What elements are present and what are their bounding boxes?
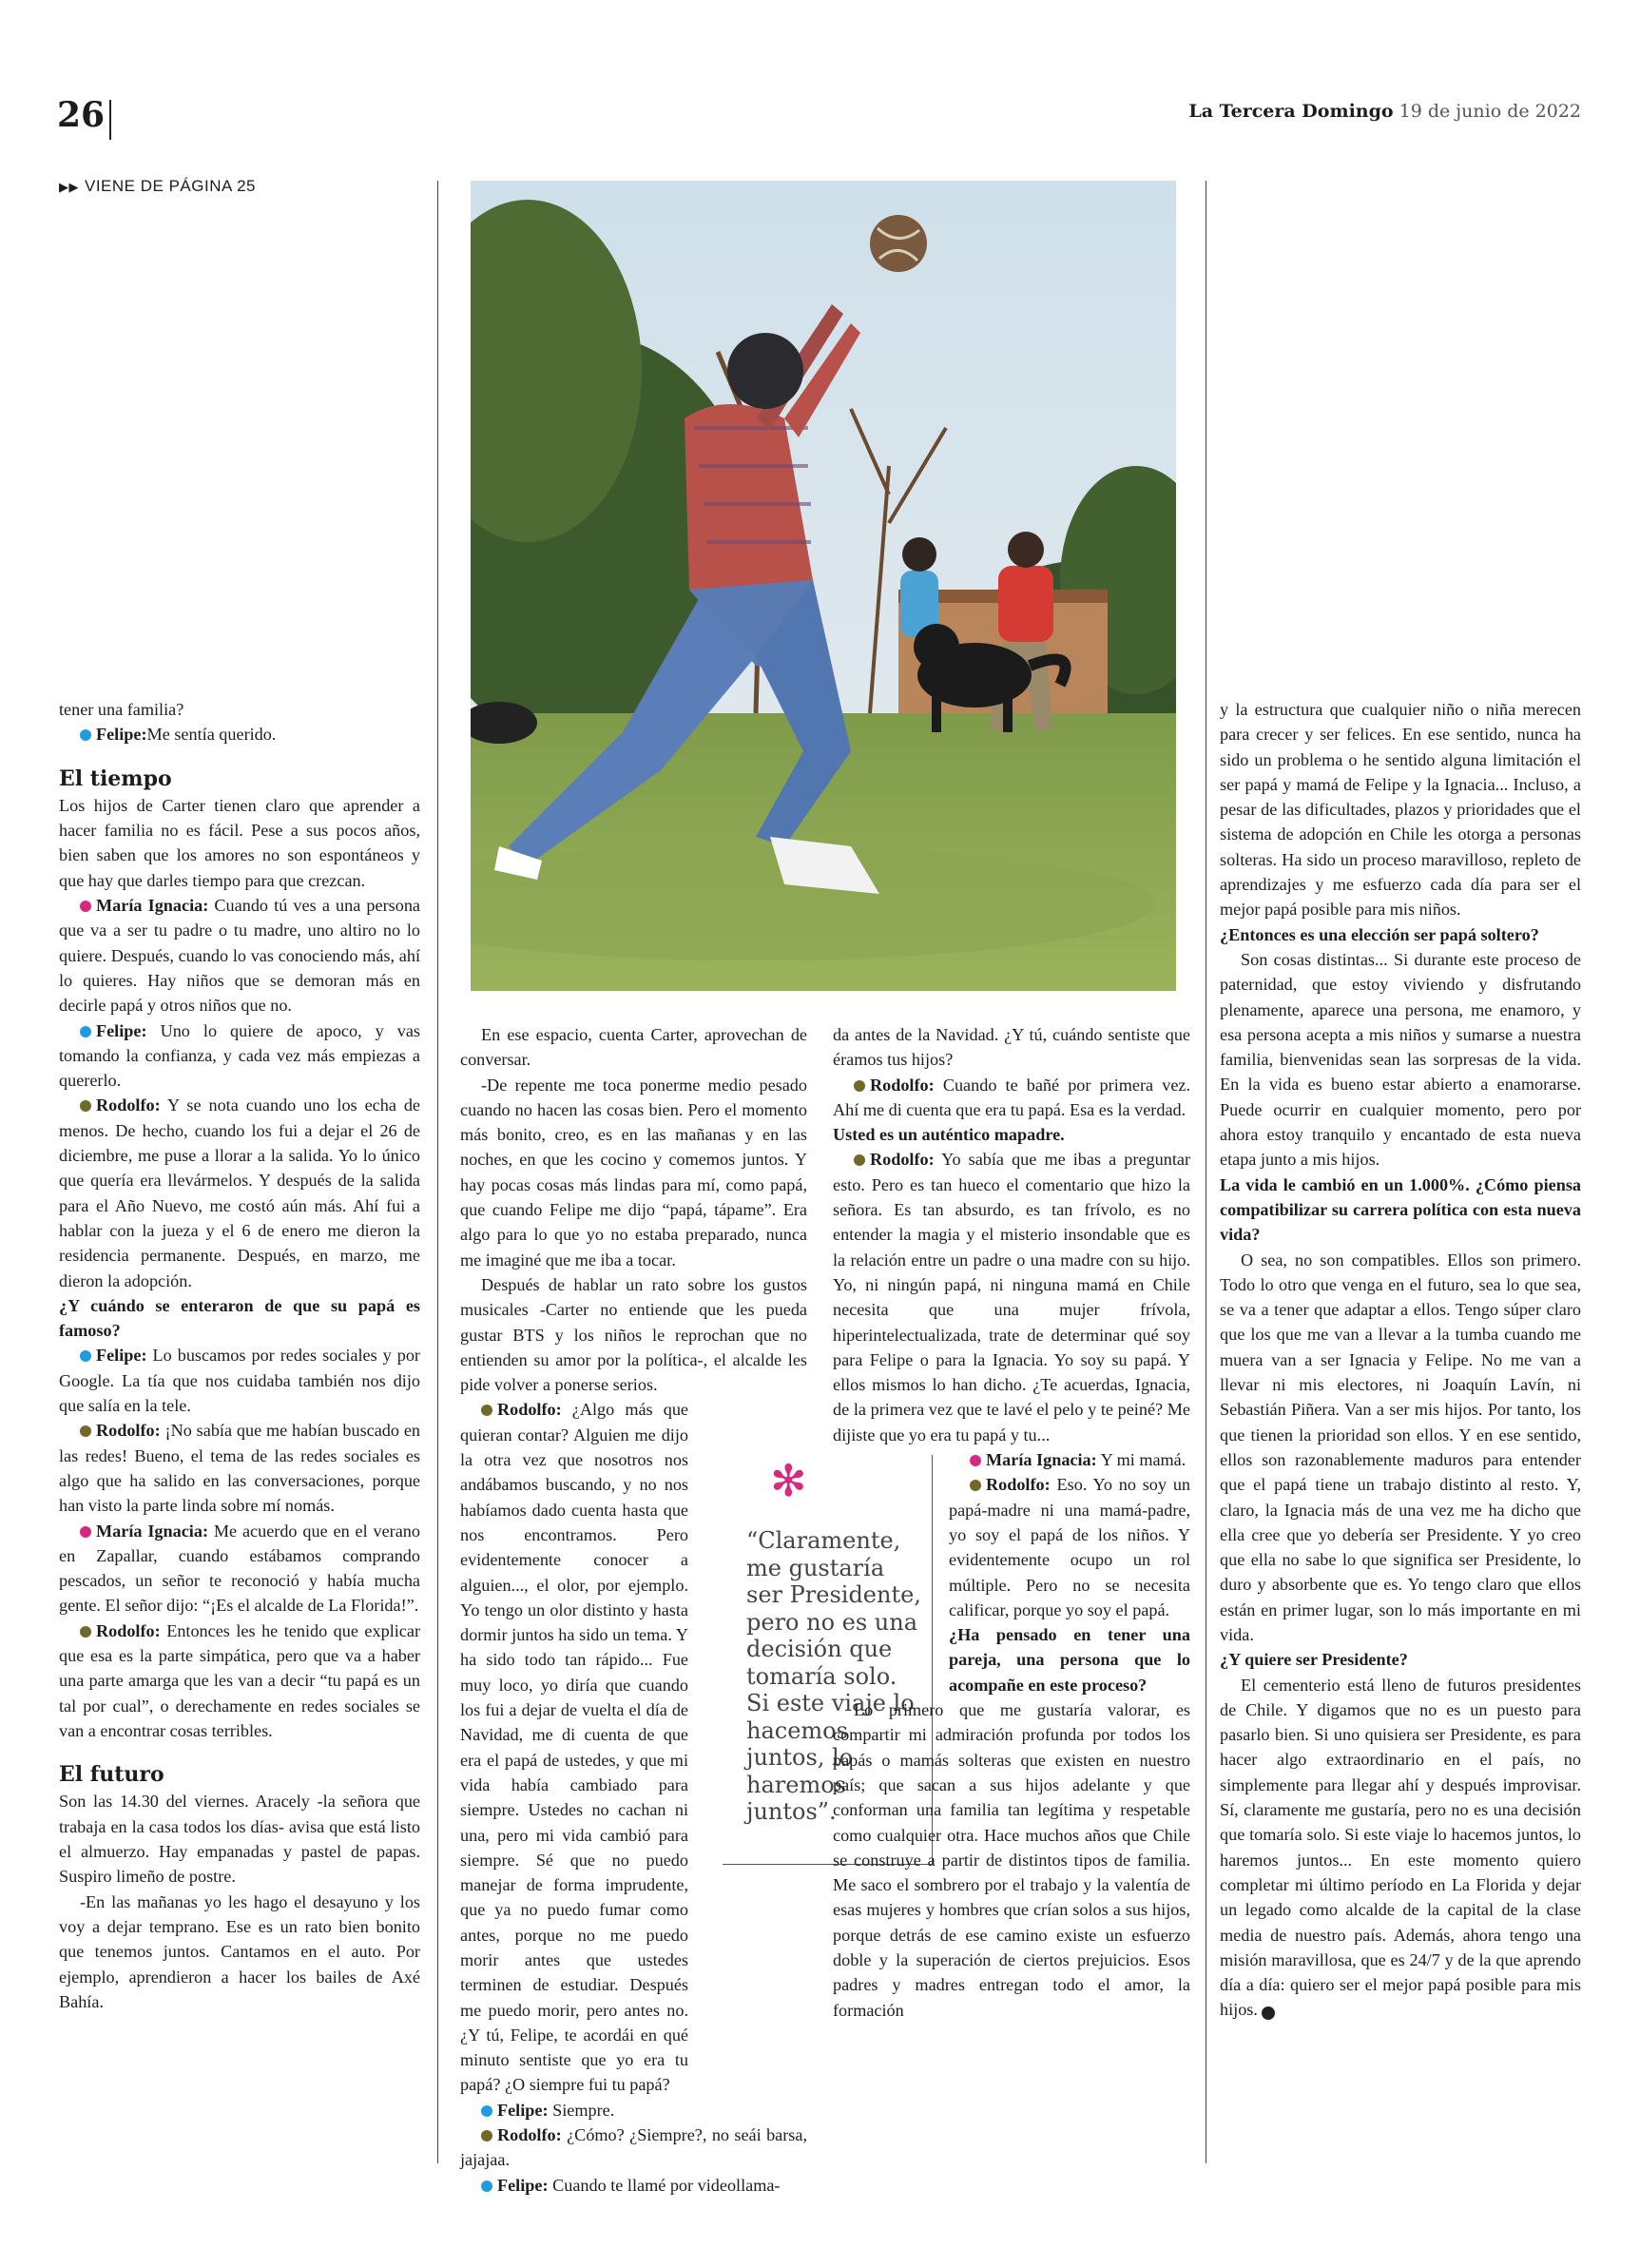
col1-maria-ignacia-2: María Ignacia: Me acuerdo que en el verano en Zapallar, cuando estábamos comprando pescados, un señor te reconoció y había mucha gente. El señor dijo: “¡Es el alcalde de La Florida!”.	[59, 1521, 420, 1616]
olive-bullet-icon	[481, 2130, 492, 2142]
col2-rodolfo-2: Rodolfo: ¿Cómo? ¿Siempre?, no seái barsa, jajajaa.	[460, 2125, 808, 2170]
pink-bullet-icon	[80, 1526, 91, 1538]
col4-question-2: La vida le cambió en un 1.000%. ¿Cómo piensa compatibilizar su carrera política con esta nueva vida?	[1220, 1174, 1581, 1245]
col4-question-1: ¿Entonces es una elección ser papá soltero?	[1220, 924, 1539, 944]
photo-family-soccer	[471, 181, 1176, 991]
blue-bullet-icon	[80, 729, 91, 741]
col1-futuro-2: -En las mañanas yo les hago el desayuno y los voy a dejar temprano. Ese es un rato bien bonito que tenemos juntos. Cantamos en el auto. Por ejemplo, aprendieron a hacer los bailes de Axé Bahía.	[59, 1891, 420, 2011]
col4-p1: y la estructura que cualquier niño o niña merecen para crecer y ser felices. En ese sentido, nunca ha sido un problema o he sentido alguna limitación el ser papá y mamá de Felipe y la Ignacia... Incluso, a pesar de las dificultades, plazos y prioridades que el sistema de adopción en Chile les otorga a personas solteras. Ha sido un proceso maravilloso, repleto de aprendizajes y me esfuerzo cada día para ser el mejor papá posible para mis niños.	[1220, 700, 1581, 920]
olive-bullet-icon	[80, 1425, 91, 1437]
page-number-divider	[109, 100, 111, 140]
olive-bullet-icon	[854, 1154, 865, 1166]
asterisk-icon: ✻	[770, 1455, 807, 1506]
col3-question-1: Usted es un auténtico mapadre.	[833, 1125, 1065, 1145]
publication-name: La Tercera Domingo	[1188, 101, 1394, 122]
col4-p3: O sea, no son compatibles. Ellos son primero. Todo lo otro que venga en el futuro, sea lo que sea, se va a tener que adaptar a ellos. Tengo súper claro que los que me van a llevar a la tumba cuando me muera van a ser Ignacia y Felipe. No me van a llevar ni mis electores, ni Joaquín Lavín, ni Sebastián Piñera. Van a ser mis hijos. Por tanto, los que tienen la prioridad son ellos. Y en ese sentido, ellos son razonablemente maduros para entender que el papá tiene un trabajo distinto al resto. Y, claro, la Ignacia más de una vez me ha dicho que ella cree que yo debería ser Presidente. Y yo creo que ella no sabe lo que significa ser Presidente, lo duro y absorbente que es. Yo tengo claro que ellos están en primer lugar, son lo más importante en mi vida.	[1220, 1250, 1581, 1644]
col3-rodolfo-3: Rodolfo: Eso. Yo no soy un papá-madre ni una mamá-padre, yo soy el papá de los niños. Y evidentemente ocupo un rol múltiple. Pero no se necesita calificar, porque yo soy el papá.	[949, 1475, 1191, 1619]
olive-bullet-icon	[481, 1405, 492, 1416]
col3-rodolfo-1: Rodolfo: Cuando te bañé por primera vez. Ahí me di cuenta que era tu papá. Esa es la verdad.	[833, 1075, 1191, 1119]
col3-indented-block	[949, 1447, 1190, 1697]
page-number: 26	[57, 95, 106, 135]
col2-rodolfo-1: Rodolfo: ¿Algo más que quieran contar? Alguien me dijo la otra vez que nosotros nos andábamos buscando, y no nos habíamos dado cuenta hasta que nos encontramos. Pero evidentemente conocer a alguien..., el olor, por ejemplo. Yo tengo un olor distinto y hasta dormir juntos ha sido un tema. Y ha sido todo tan rápido... Fue muy loco, yo diría que cuando los fui a dejar de vuelta el día de Navidad, me di cuenta de que era el papá de ustedes, y que mi vida había cambiado para siempre. Ustedes no cachan ni una, pero mi vida cambió para siempre. Sé que no puedo manejar de forma imprudente, que ya no puedo fumar como antes, porque no me puedo morir antes que ustedes terminen de estudiar. Después me puedo morir, pero antes no. ¿Y tú, Felipe, te acordái en qué minuto sentiste que yo era tu papá? ¿O siempre fui tu papá?	[460, 1400, 688, 2095]
blue-bullet-icon	[80, 1350, 91, 1362]
col4-p2: Son cosas distintas... Si durante este proceso de paternidad, que estoy viviendo y disfrutando plenamente, aparece una persona, me enamoro, y esa persona acepta a mis niños y sumarse a nuestra familia, bienvenidas sean las sorpresas de la vida. En la vida es bueno estar abierto a enamorarse. Puede ocurrir en cualquier momento, pero por ahora estoy tranquilo y encantado de esta nueva etapa junto a mis hijos.	[1220, 949, 1581, 1170]
col2-p2: -De repente me toca ponerme medio pesado cuando no hacen las cosas bien. Pero el momento más bonito, creo, es en las mañanas y en las noches, en que les cocino y comemos juntos. Y hay pocas cosas más lindas para mí, como papá, que cuando Felipe me dijo “papá, tápame”. Era algo para lo que yo no estaba preparado, nunca me imaginé que me iba a tocar.	[460, 1075, 807, 1270]
col2-felipe-1: Felipe: Siempre.	[460, 2098, 807, 2123]
double-arrow-icon: ▶▶	[59, 180, 79, 194]
col3-p1: da antes de la Navidad. ¿Y tú, cuándo sentiste que éramos tus hijos?	[833, 1025, 1190, 1070]
continued-from-label: VIENE DE PÁGINA 25	[85, 177, 257, 195]
olive-bullet-icon	[970, 1480, 981, 1491]
col3-p2: Lo primero que me gustaría valorar, es compartir mi admiración profunda por todos los papás o mamás solteras que existen en nuestro país; que sacan a sus hijos adelante y que conforman una familia tan legítima y respetable como cualquier otra. Hace muchos años que Chile se construye a partir de distintos tipos de familia. Me saco el sombrero por el trabajo y la valentía de esas mujeres y hombres que crían solos a sus hijos, porque detrás de ese camino existe un esfuerzo doble y la superación de ciertos prejuicios. Esos padres y madres entregan todo el amor, la formación	[833, 1700, 1190, 2020]
col1-question-1: ¿Y cuándo se enteraron de que su papá es famoso?	[59, 1295, 420, 1341]
col1-tiempo-intro: Los hijos de Carter tienen claro que aprender a hacer familia no es fácil. Pese a sus pocos años, bien saben que los amores no son espontáneos y que hay que darles tiempo para que crezcan.	[59, 795, 420, 890]
col1-intro: tener una familia?	[59, 700, 184, 719]
column-1	[59, 697, 420, 2014]
column-4	[1220, 697, 1581, 2023]
col1-futuro-1: Son las 14.30 del viernes. Aracely -la señora que trabaja en la casa todos los días- avisa que está listo el almuerzo. Hay empanadas y pastel de papas. Suspiro limeño de postre.	[59, 1792, 420, 1887]
col1-felipe-3: Felipe: Lo buscamos por redes sociales y por Google. La tía que nos cuidaba también nos dijo que salía en la tele.	[59, 1346, 420, 1416]
col3-maria-ignacia-1: María Ignacia: Y mi mamá.	[949, 1447, 1190, 1472]
section-heading-futuro: El futuro	[59, 1762, 164, 1788]
col1-rodolfo-3: Rodolfo: Entonces les he tenido que explicar que esa es la parte simpática, pero que va a haber una parte amarga que les van a decir “tu papá es un tal por cual”, o derechamente en redes sociales se van a encontrar cosas terribles.	[59, 1620, 421, 1740]
col2-felipe-2: Felipe: Cuando te llamé por videollama-	[460, 2173, 807, 2198]
col3-question-2: ¿Ha pensado en tener una pareja, una persona que lo acompañe en este proceso?	[949, 1625, 1190, 1695]
section-heading-tiempo: El tiempo	[59, 766, 172, 791]
pink-bullet-icon	[80, 901, 91, 912]
col1-maria-ignacia-1: María Ignacia: Cuando tú ves a una persona que va a ser tu padre o tu madre, uno altiro no lo quiere. Después, cuando lo vas conociendo más, ahí lo quieres. Hay niños que se demoran más en decirle papá y otros niños que no.	[59, 896, 420, 1016]
column-3	[833, 1022, 1190, 2023]
blue-bullet-icon	[80, 1026, 91, 1037]
col4-p4: El cementerio está lleno de futuros presidentes de Chile. Y digamos que no es un puesto para pasarlo bien. Si uno quisiera ser Presidente, es para hacer algo extraordinario en el país, no simplemente para llegar ahí y después improvisar. Sí, claramente me gustaría, pero no es una decisión que tomaría solo. Si este viaje lo hacemos juntos, lo haremos juntos... En este momento quiero completar mi último período en La Florida y dejar un legado como alcalde de la capital de la clase media de nuestro país. Además, ahora tengo una misión maravillosa, que es 24/7 y de la que aprendo día a día: quiero ser el mejor papá posible para mis hijos. T	[1220, 1675, 1581, 2020]
pink-bullet-icon	[970, 1455, 981, 1466]
col1-rodolfo-1: Rodolfo: Y se nota cuando uno los echa de menos. De hecho, cuando los fui a dejar el 26 de diciembre, me puse a llorar a la salida. Yo lo único que quería era llevármelos. Y después de la salida para el Año Nuevo, me costó aún más. Ahí fui a hablar con la jueza y el 6 de enero me dieron la residencia permanente. Después, en marzo, me dieron la adopción.	[59, 1095, 420, 1290]
col2-p3: Después de hablar un rato sobre los gustos musicales -Carter no entiende que les pueda gustar BTS y los niños le reprochan que no entienden su amor por la política-, el alcalde les pide volver a ponerse serios.	[460, 1274, 807, 1395]
col1-rodolfo-2: Rodolfo: ¡No sabía que me habían buscado en las redes! Bueno, el tema de las redes sociales es algo que ha salido en las conversaciones, porque han visto la parte linda sobre mí nomás.	[59, 1421, 420, 1516]
col4-question-3: ¿Y quiere ser Presidente?	[1220, 1650, 1408, 1670]
col1-felipe-1: Felipe:Me sentía querido.	[59, 722, 420, 746]
olive-bullet-icon	[854, 1080, 865, 1092]
pull-quote-text: “Claramente, me gustaría ser Presidente, pero no es una decisión que tomaría solo. Si este viaje lo hacemos juntos, lo haremos juntos”.	[746, 1527, 921, 1825]
column-divider-1	[437, 181, 438, 2163]
olive-bullet-icon	[80, 1100, 91, 1112]
continued-from	[59, 177, 256, 196]
col1-felipe-2: Felipe: Uno lo quiere de apoco, y vas tomando la confianza, y cada vez más empiezas a quererlo.	[59, 1020, 421, 1091]
blue-bullet-icon	[481, 2181, 492, 2192]
blue-bullet-icon	[481, 2105, 492, 2117]
olive-bullet-icon	[80, 1626, 91, 1638]
col3-rodolfo-2: Rodolfo: Yo sabía que me ibas a preguntar esto. Pero es tan hueco el comentario que hizo la señora. Es tan absurdo, es tan frívolo, es no entender la magia y el misterio insondable que es la relación entre un padre o una madre con su hijo. Yo, ni ningún papá, ni ninguna mamá en Chile necesita que una mujer frívola, hiperintelectualizada, trate de determinar qué soy para Felipe o para la Ignacia. Yo soy su papá. Y ellos mismos lo han dicho. ¿Te acuerdas, Ignacia, de la primera vez que te lavé el pelo y te peiné? Me dijiste que yo era tu papá y tu...	[833, 1150, 1190, 1444]
col2-p1: En ese espacio, cuenta Carter, aprovechan de conversar.	[460, 1025, 807, 1070]
publication-date: 19 de junio de 2022	[1399, 101, 1581, 122]
end-of-article-icon: T	[1262, 2006, 1275, 2020]
masthead	[1188, 101, 1581, 122]
